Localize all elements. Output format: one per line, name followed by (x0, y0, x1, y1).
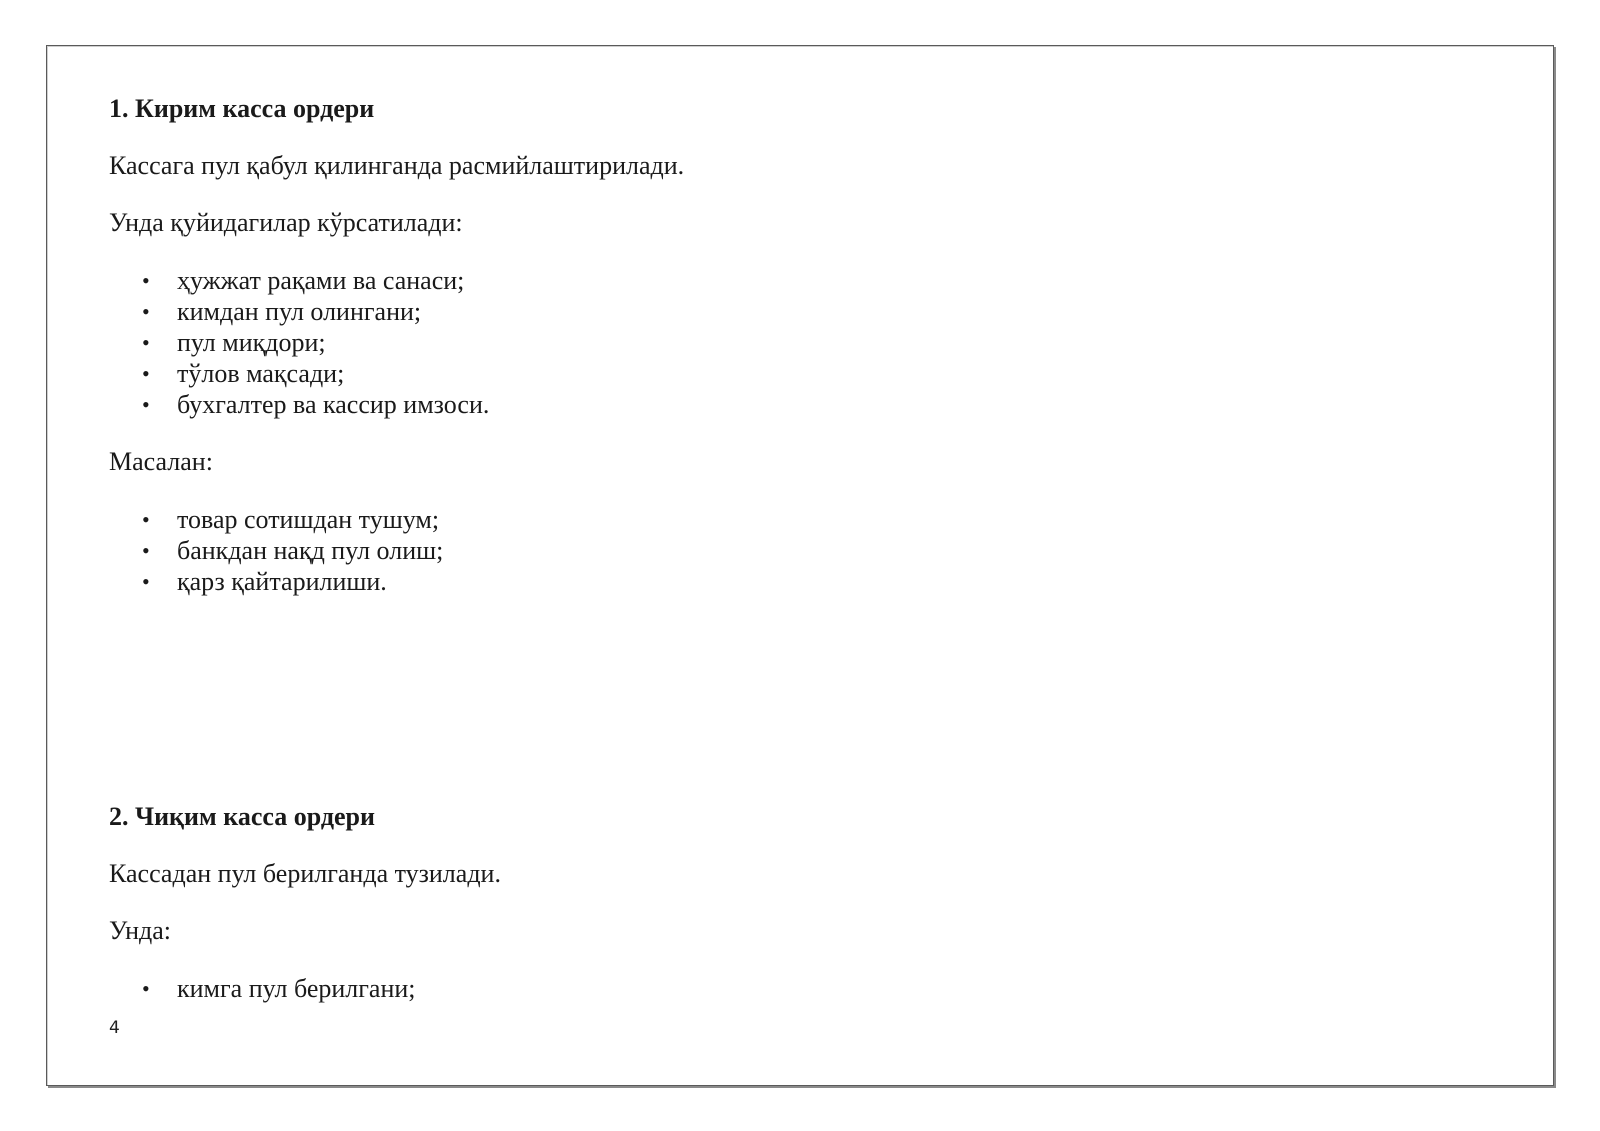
page-number: 4 (109, 1018, 120, 1038)
list-item: • кимга пул берилгани; (109, 973, 1493, 1004)
section-intro: Кассага пул қабул қилинганда расмийлаштирилади. (109, 151, 685, 180)
contains-list (109, 265, 1493, 420)
contains-list (109, 973, 1493, 1004)
list-item: • пул миқдори; (109, 327, 1493, 358)
contains-label: Унда: (109, 916, 172, 945)
list-item: • бухгалтер ва кассир имзоси. (109, 389, 1493, 420)
example-label: Масалан: (109, 447, 213, 476)
section-outgoing-cash-order (109, 802, 1493, 1004)
section-heading: 1. Кирим касса ордери (109, 94, 375, 123)
list-item: • товар сотишдан тушум; (109, 504, 1493, 535)
contains-label: Унда қуйидагилар кўрсатилади: (109, 208, 463, 237)
list-item: • тўлов мақсади; (109, 358, 1493, 389)
section-heading: 2. Чиқим касса ордери (109, 802, 375, 831)
example-list (109, 504, 1493, 597)
document-page (46, 45, 1554, 1086)
list-item: • қарз қайтарилиши. (109, 566, 1493, 597)
list-item: • ҳужжат рақами ва санаси; (109, 265, 1493, 296)
section-incoming-cash-order (109, 94, 1493, 597)
list-item: • банкдан нақд пул олиш; (109, 535, 1493, 566)
section-intro: Кассадан пул берилганда тузилади. (109, 859, 501, 888)
list-item: • кимдан пул олингани; (109, 296, 1493, 327)
